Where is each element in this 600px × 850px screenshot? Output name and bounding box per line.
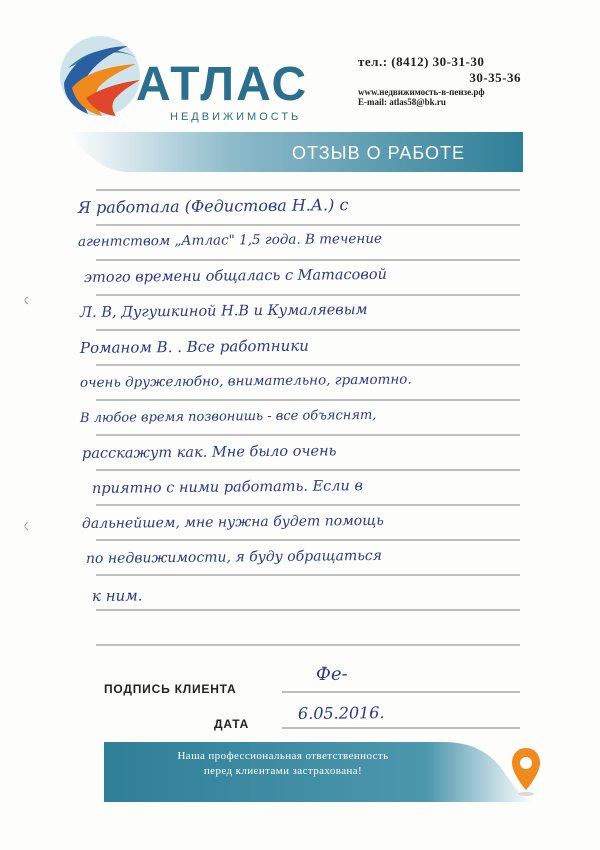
handwritten-line: Я работала (Федистова Н.А.) с [77, 195, 349, 217]
handwritten-line: дальнейшем, мне нужна будет помощь [81, 512, 384, 532]
phone-primary: тел.: (8412) 30-31-30 [358, 54, 485, 69]
punch-hole-mark [25, 297, 28, 304]
handwritten-line: к ним. [91, 586, 143, 605]
insurance-line-2: перед клиентами застрахована! [203, 765, 363, 777]
insurance-line-1: Наша профессиональная ответственность [177, 750, 389, 762]
handwritten-line: приятно с ними работать. Если в [91, 478, 363, 497]
logo-subtitle: НЕДВИЖИМОСТЬ [170, 111, 302, 123]
insurance-text [108, 749, 458, 779]
client-signature: Фе- [315, 663, 348, 685]
email-link[interactable]: E-mail: atlas58@bk.ru [358, 97, 446, 107]
signature-label: ПОДПИСЬ КЛИЕНТА [104, 682, 237, 696]
handwritten-line: этого времени общалась с Матасовой [83, 266, 387, 286]
handwritten-line: агентством „Атлас" 1,5 года. В течение [77, 230, 383, 250]
date-label: ДАТА [214, 717, 250, 731]
handwritten-line: В любое время позвонишь - все объяснят, [79, 407, 377, 426]
handwritten-line: расскажут как. Мне было очень [81, 443, 337, 462]
handwritten-line: по недвижимости, я буду обращаться [85, 547, 382, 567]
date-value: 6.05.2016. [297, 703, 385, 723]
handwritten-line: очень дружелюбно, внимательно, грамотно. [79, 371, 412, 391]
logo-name: АТЛАС [136, 58, 309, 111]
page-title: ОТЗЫВ О РАБОТЕ [292, 143, 466, 163]
punch-hole-mark [25, 522, 28, 530]
phone-secondary: 30-35-36 [469, 70, 521, 85]
handwritten-line: Л. В, Дугушкиной Н.В и Кумаляевым [79, 301, 368, 321]
handwritten-line: Романом В. . Все работники [79, 336, 309, 357]
location-pin-icon [510, 746, 542, 798]
website-link[interactable]: www.недвижимость-в-пензе.рф [358, 87, 485, 97]
